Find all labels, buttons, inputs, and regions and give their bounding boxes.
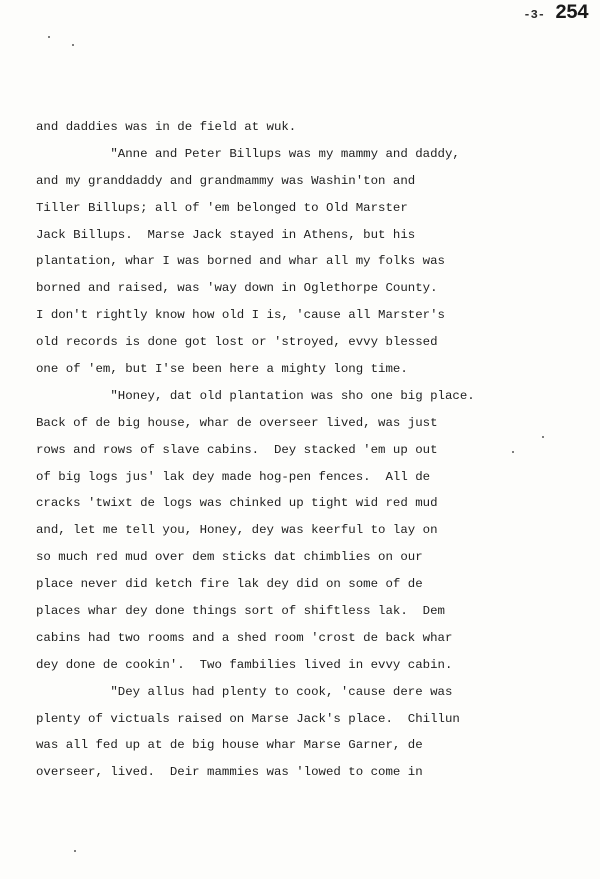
- scan-speck: [542, 436, 544, 438]
- text-line: old records is done got lost or 'stroyed, evvy blessed: [36, 335, 438, 350]
- text-line: plenty of victuals raised on Marse Jack's place. Chillun: [36, 711, 460, 726]
- text-line: was all fed up at de big house whar Marse Garner, de: [36, 738, 423, 753]
- text-line: "Dey allus had plenty to cook, 'cause dere was: [36, 684, 453, 699]
- text-line: rows and rows of slave cabins. Dey stacked 'em up out: [36, 442, 438, 457]
- text-line: dey done de cookin'. Two fambilies lived in evvy cabin.: [36, 657, 453, 672]
- text-line: plantation, whar I was borned and whar all my folks was: [36, 254, 445, 269]
- text-line: Tiller Billups; all of 'em belonged to Old Marster: [36, 200, 408, 215]
- page-header: [523, 2, 588, 28]
- scan-speck: [48, 36, 50, 38]
- scan-speck: [72, 44, 74, 46]
- text-line: place never did ketch fire lak dey did on some of de: [36, 577, 423, 592]
- page-number: 254: [554, 2, 588, 25]
- text-line: and daddies was in de field at wuk.: [36, 120, 297, 134]
- text-line: and my granddaddy and grandmammy was Washin'ton and: [36, 173, 416, 188]
- text-line: cracks 'twixt de logs was chinked up tight wid red mud: [36, 496, 438, 511]
- text-line: of big logs jus' lak dey made hog-pen fences. All de: [36, 469, 431, 484]
- text-line: Jack Billups. Marse Jack stayed in Athens, but his: [36, 227, 416, 242]
- text-line: places whar dey done things sort of shiftless lak. Dem: [36, 604, 445, 619]
- page-sequence-marker: -3-: [523, 8, 545, 22]
- text-line: I don't rightly know how old I is, 'cause all Marster's: [36, 308, 445, 323]
- scan-speck: [512, 451, 514, 453]
- text-line: "Honey, dat old plantation was sho one big place.: [36, 388, 475, 403]
- text-line: so much red mud over dem sticks dat chimblies on our: [36, 550, 423, 565]
- text-line: Back of de big house, whar de overseer lived, was just: [36, 415, 438, 430]
- text-line: and, let me tell you, Honey, dey was keerful to lay on: [36, 523, 438, 538]
- text-line: "Anne and Peter Billups was my mammy and daddy,: [36, 146, 460, 161]
- scan-speck: [74, 850, 76, 852]
- text-line: cabins had two rooms and a shed room 'crost de back whar: [36, 630, 453, 645]
- text-line: borned and raised, was 'way down in Oglethorpe County.: [36, 281, 438, 296]
- text-line: overseer, lived. Deir mammies was 'lowed to come in: [36, 765, 423, 780]
- text-line: one of 'em, but I'se been here a mighty long time.: [36, 362, 408, 377]
